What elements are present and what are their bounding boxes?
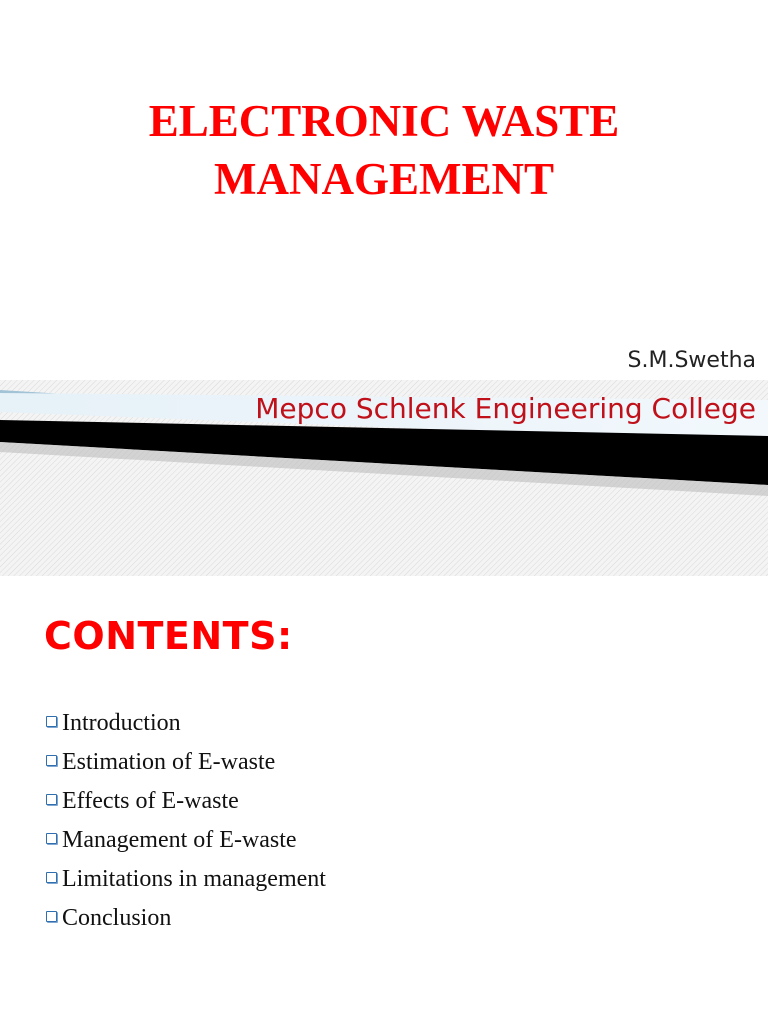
list-item xyxy=(46,704,326,743)
hollow-square-bullet-icon xyxy=(46,872,57,883)
list-item-label: Introduction xyxy=(62,710,181,736)
list-item xyxy=(46,743,326,782)
hollow-square-bullet-icon xyxy=(46,716,57,727)
title-line-2: MANAGEMENT xyxy=(214,154,554,204)
list-item xyxy=(46,821,326,860)
list-item-label: Estimation of E-waste xyxy=(62,749,276,775)
title-line-1: ELECTRONIC WASTE xyxy=(148,96,620,146)
contents-list xyxy=(46,704,326,938)
list-item-label: Conclusion xyxy=(62,905,172,931)
list-item xyxy=(46,899,326,938)
contents-slide xyxy=(0,576,768,1024)
college-name: Mepco Schlenk Engineering College xyxy=(255,392,756,425)
contents-heading: CONTENTS: xyxy=(44,614,293,658)
hollow-square-bullet-icon xyxy=(46,794,57,805)
list-item xyxy=(46,782,326,821)
hollow-square-bullet-icon xyxy=(46,833,57,844)
list-item-label: Effects of E-waste xyxy=(62,788,239,814)
hollow-square-bullet-icon xyxy=(46,755,57,766)
author-name: S.M.Swetha xyxy=(627,348,756,373)
list-item xyxy=(46,860,326,899)
slide-title xyxy=(0,92,768,208)
list-item-label: Limitations in management xyxy=(62,866,326,892)
list-item-label: Management of E-waste xyxy=(62,827,297,853)
hollow-square-bullet-icon xyxy=(46,911,57,922)
